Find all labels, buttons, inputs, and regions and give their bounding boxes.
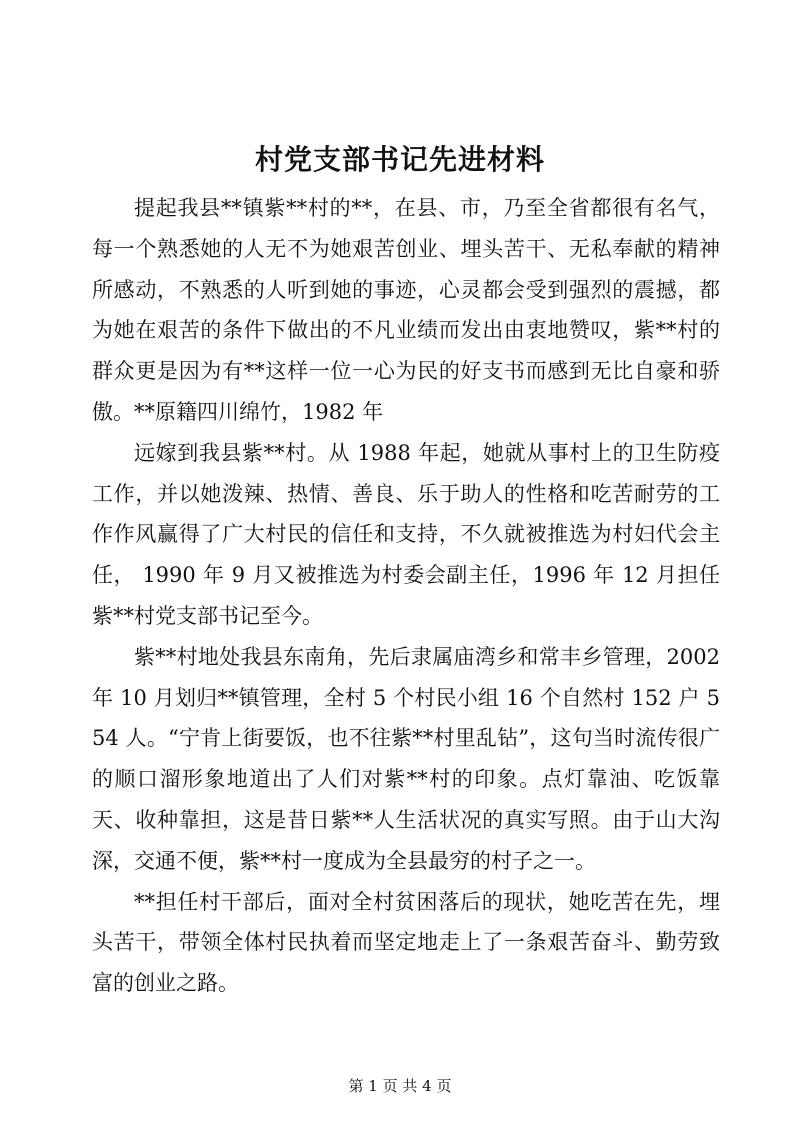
page-title: 村党支部书记先进材料 xyxy=(254,143,545,176)
paragraph: 紫**村地处我县东南角，先后隶属庙湾乡和常丰乡管理，2002 年 10 月划归**镇管理，全村 5 个村民小组 16 个自然村 152 户 554 人。“宁肯上街要饭，也不往紫**村里乱钻”，这句当时流传很广的顺口溜形象地道出了人们对紫**村的印象。点灯靠油、吃饭靠天、收种靠担，这是昔日紫**人生活状况的真实写照。由于山大沟深，交通不便，紫**村一度成为全县最穷的村子之一。 xyxy=(92,644,720,873)
paragraph: **担任村干部后，面对全村贫困落后的现状，她吃苦在先，埋头苦干，带领全体村民执着而坚定地走上了一条艰苦奋斗、勤劳致富的创业之路。 xyxy=(92,889,720,996)
document-body xyxy=(92,188,720,1004)
paragraph: 远嫁到我县紫**村。从 1988 年起，她就从事村上的卫生防疫工作，并以她泼辣、热情、善良、乐于助人的性格和吃苦耐劳的工作作风赢得了广大村民的信任和支持，不久就被推选为村妇代会主任， 1990 年 9 月又被推选为村委会副主任，1996 年 12 月担任紫**村党支部书记至今。 xyxy=(92,440,720,628)
paragraph: 提起我县**镇紫**村的**，在县、市，乃至全省都很有名气，每一个熟悉她的人无不为她艰苦创业、埋头苦干、无私奉献的精神所感动，不熟悉的人听到她的事迹，心灵都会受到强烈的震撼，都为她在艰苦的条件下做出的不凡业绩而发出由衷地赞叹，紫**村的群众更是因为有**这样一位一心为民的好支书而感到无比自豪和骄傲。**原籍四川绵竹，1982 年 xyxy=(92,196,720,424)
page-number-footer: 第 1 页 共 4 页 xyxy=(348,1077,452,1095)
